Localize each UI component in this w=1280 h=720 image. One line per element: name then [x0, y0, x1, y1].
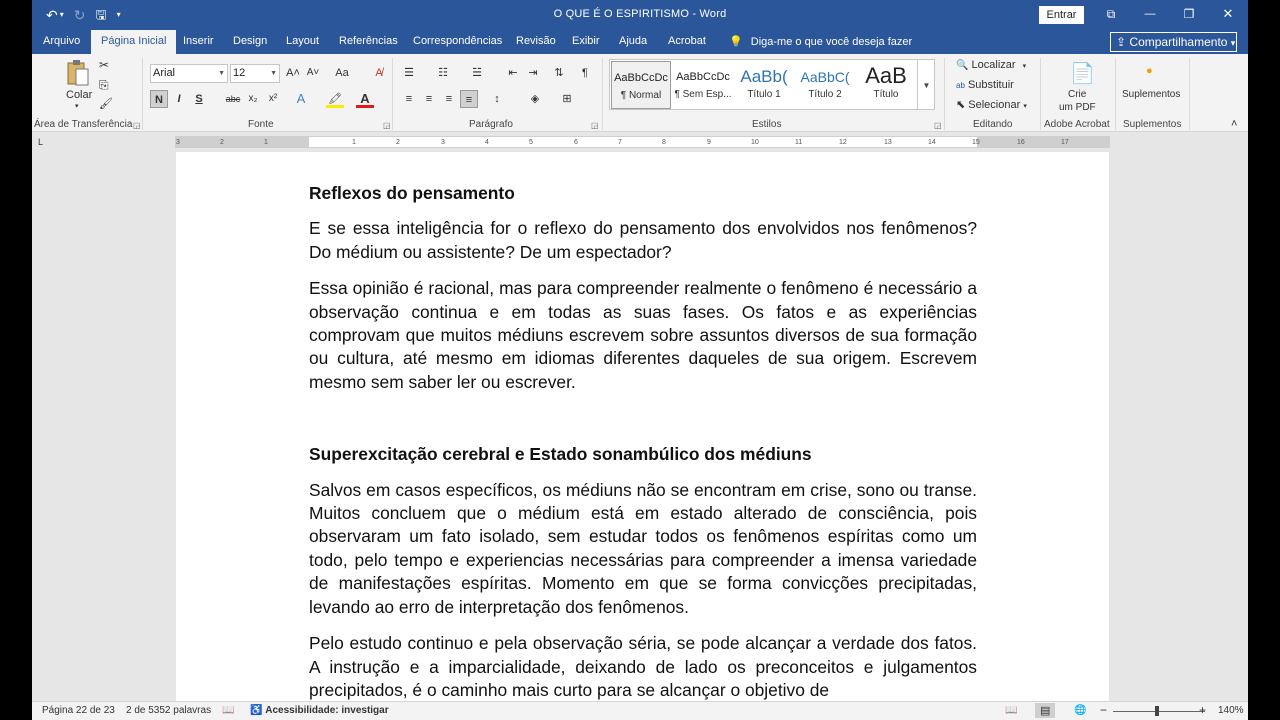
highlight-icon[interactable]: 🖍 [326, 90, 344, 108]
tab-layout[interactable]: Layout [286, 35, 320, 47]
paste-dropdown-icon[interactable]: ▾ [75, 103, 79, 110]
ruler-number: 4 [485, 139, 489, 146]
restore-button[interactable]: ❐ [1183, 7, 1195, 21]
font-size-combo[interactable]: 12 ▼ [230, 64, 280, 83]
styles-more-icon[interactable]: ▼ [917, 59, 935, 110]
style-name: Título [873, 89, 899, 100]
collapse-ribbon-icon[interactable]: ˄ [1231, 118, 1238, 130]
ruler-number: 13 [884, 139, 892, 146]
proofing-icon[interactable]: 📖 [222, 705, 235, 716]
group-separator [142, 58, 143, 130]
undo-icon[interactable]: ↶ [46, 7, 58, 23]
tab-selector[interactable]: L [38, 137, 44, 147]
paste-icon[interactable] [65, 59, 91, 87]
close-button[interactable]: ✕ [1222, 6, 1234, 21]
paragraph: Essa opinião é racional, mas para compreender realmente o fenômeno é necessário a observação continua e em todas as suas fases. Os fatos e as experiências comprovam que muitos médiuns escrevem sobre assuntos diversos de sua formação ou cultura, até mesmo em idiomas diferentes daqueles de sua origem. Escrevem mesmo sem saber ler ou escrever. [309, 278, 977, 392]
tab-revisao[interactable]: Revisão [516, 35, 556, 47]
ruler-number: 2 [220, 139, 224, 146]
copy-icon[interactable]: ⎘ [99, 78, 109, 92]
share-button[interactable] [1110, 32, 1237, 52]
cut-icon[interactable]: ✂ [99, 58, 110, 72]
zoom-out-button[interactable]: − [1100, 703, 1108, 717]
empty-paragraph [309, 407, 977, 443]
sort-icon[interactable]: ⇅ [554, 67, 564, 79]
style-normal[interactable] [611, 61, 671, 109]
font-name-combo[interactable]: Arial ▼ [150, 64, 228, 83]
chevron-down-icon: ▾ [1022, 63, 1027, 70]
subscript-button[interactable]: x₂ [248, 93, 258, 104]
ruler-number: 2 [396, 139, 400, 146]
group-separator [1040, 58, 1041, 130]
zoom-in-button[interactable]: + [1199, 703, 1207, 717]
ribbon [32, 54, 1248, 132]
document-page[interactable] [176, 152, 1109, 704]
select-label: Selecionar [968, 99, 1021, 111]
word-window [32, 0, 1248, 720]
ruler-number: 14 [928, 139, 936, 146]
accessibility-label: Acessibilidade: investigar [265, 705, 389, 716]
style-preview: AaBb( [740, 67, 788, 86]
style-heading-2[interactable] [795, 61, 855, 109]
tab-design[interactable]: Design [233, 35, 268, 47]
style-name: Título 1 [747, 89, 781, 100]
share-label: Compartilhamento [1129, 35, 1228, 49]
clear-formatting-icon[interactable]: A̸ [375, 67, 383, 79]
font-size-value: 12 [233, 67, 246, 79]
find-button[interactable] [956, 59, 1026, 71]
style-preview: AaBbCcDc [676, 71, 730, 83]
right-margin [977, 137, 1110, 147]
strikethrough-button[interactable]: abc [225, 94, 241, 104]
font-name-value: Arial [153, 67, 176, 79]
styles-group-label: Estilos [752, 119, 782, 130]
increase-indent-icon[interactable]: ⇥ [528, 67, 538, 79]
save-icon[interactable]: 🖫 [95, 7, 107, 22]
borders-icon[interactable]: ⊞ [562, 93, 572, 105]
ruler-number: 9 [707, 139, 711, 146]
paragraph-launcher-icon[interactable]: ◲ [591, 121, 599, 130]
tab-ajuda[interactable]: Ajuda [619, 35, 648, 47]
superscript-button[interactable]: x² [268, 93, 278, 104]
tab-inserir[interactable]: Inserir [183, 35, 214, 47]
print-layout-icon[interactable]: ▤ [1035, 703, 1055, 718]
ruler-number: 6 [574, 139, 578, 146]
heading-superexcitacao: Superexcitação cerebral e Estado sonambúlico dos médiuns [309, 444, 812, 465]
font-launcher-icon[interactable]: ◲ [383, 121, 391, 130]
paragraph-group-label: Parágrafo [469, 119, 513, 130]
chevron-down-icon: ▾ [1023, 103, 1027, 110]
styles-launcher-icon[interactable]: ◲ [934, 121, 942, 130]
style-name: ¶ Normal [620, 90, 662, 101]
tab-referencias[interactable]: Referências [339, 35, 398, 47]
lightbulb-icon: 💡 [729, 36, 743, 48]
editing-group-label: Editando [973, 119, 1013, 130]
clipboard-launcher-icon[interactable]: ◲ [133, 121, 141, 130]
replace-icon: ab [956, 81, 965, 90]
underline-button[interactable]: S [195, 93, 203, 105]
group-separator [602, 58, 603, 130]
share-dropdown-icon: ▾ [1230, 38, 1236, 48]
ruler-number: 7 [618, 139, 622, 146]
paragraph: Salvos em casos específicos, os médiuns não se encontram em crise, sono ou transe. Muitos concluem que o médium está em estado alterado de consciência, pois observaram um fato isolado, sem estudar todos os fenômenos espíritas como um todo, pelo tempo e experiencias necessárias para compreender a imensa variedade de manifestações espíritas. Momento em que se forma convicções precipitadas, levando ao erro de interpretação dos fenômenos. [309, 479, 977, 617]
group-separator [944, 58, 945, 130]
ruler-number: 12 [839, 139, 847, 146]
redo-icon[interactable]: ↻ [73, 7, 86, 23]
ruler-number: 1 [264, 139, 268, 146]
tab-acrobat[interactable]: Acrobat [668, 35, 706, 47]
word-count[interactable]: 2 de 5352 palavras [126, 705, 212, 716]
align-center-icon[interactable]: ≡ [425, 93, 433, 105]
create-pdf-label-1[interactable]: Crie [1068, 89, 1087, 100]
align-left-icon[interactable]: ≡ [405, 93, 413, 105]
heading-reflexos: Reflexos do pensamento [309, 183, 515, 203]
tell-me-text: Diga-me o que você deseja fazer [750, 36, 913, 48]
ruler-number: 16 [1017, 139, 1025, 146]
ruler-number: 15 [972, 139, 980, 146]
shrink-font-icon[interactable]: A˅ [306, 67, 320, 78]
clipboard-group-label: Área de Transferência [34, 119, 133, 130]
select-cursor-icon: ⬉ [956, 99, 966, 111]
format-painter-icon[interactable]: 🖌 [99, 98, 113, 110]
bullets-icon[interactable]: ☰ [404, 67, 414, 79]
style-preview: AaBbC( [800, 69, 850, 85]
paste-label[interactable]: Colar [66, 89, 93, 101]
line-spacing-icon[interactable]: ↕ [494, 93, 500, 105]
tab-correspondencias[interactable]: Correspondências [413, 35, 503, 47]
style-preview: AaBbCcDc [614, 72, 668, 84]
ribbon-display-options-icon[interactable]: ⧉ [1106, 7, 1116, 21]
ruler-number: 5 [529, 139, 533, 146]
style-name: ¶ Sem Esp... [674, 89, 732, 100]
style-heading-1[interactable] [734, 61, 794, 109]
zoom-slider[interactable] [1113, 711, 1205, 712]
group-separator [392, 58, 393, 130]
italic-button[interactable]: I [177, 93, 181, 105]
group-separator [1189, 58, 1190, 130]
title-bar [32, 0, 1248, 30]
ruler-number: 3 [441, 139, 445, 146]
find-label: Localizar [971, 59, 1016, 71]
web-layout-icon[interactable]: 🌐 [1074, 705, 1087, 716]
ruler-number: 3 [176, 139, 180, 146]
accessibility-status[interactable] [250, 705, 389, 716]
minimize-button[interactable]: — [1144, 8, 1156, 20]
page-count[interactable]: Página 22 de 23 [42, 705, 115, 716]
window-title: O QUE É O ESPIRITISMO - Word [553, 8, 727, 20]
pdf-icon[interactable]: 📄 [1070, 63, 1095, 85]
addins-group-label: Suplementos [1123, 119, 1182, 130]
ruler-number: 8 [662, 139, 666, 146]
undo-dropdown-icon[interactable]: ▾ [59, 10, 64, 19]
tell-me-search[interactable] [729, 35, 912, 48]
style-name: Título 2 [808, 89, 842, 100]
style-no-spacing[interactable] [673, 61, 733, 109]
zoom-level[interactable]: 140% [1218, 705, 1244, 716]
search-icon: 🔍 [956, 60, 969, 71]
ruler-area [32, 132, 1248, 152]
zoom-slider-thumb[interactable] [1155, 706, 1159, 716]
ruler-number: 11 [795, 139, 803, 146]
document-body[interactable] [309, 182, 977, 704]
font-color-icon[interactable]: A [356, 90, 374, 108]
addins-button-label[interactable]: Suplementos [1122, 89, 1181, 100]
decrease-indent-icon[interactable]: ⇤ [508, 67, 518, 79]
align-right-icon[interactable]: ≡ [445, 93, 453, 105]
acrobat-group-label: Adobe Acrobat [1044, 119, 1110, 130]
status-bar [32, 701, 1248, 720]
replace-label: Substituir [967, 79, 1014, 91]
tab-exibir[interactable]: Exibir [572, 35, 600, 47]
grow-font-icon[interactable]: A˄ [286, 67, 300, 79]
numbering-icon[interactable]: ☷ [438, 67, 448, 79]
multilevel-list-icon[interactable]: ☱ [472, 67, 482, 79]
style-preview: AaB [865, 63, 907, 88]
style-title[interactable] [856, 61, 916, 109]
sign-in-button[interactable]: Entrar [1039, 6, 1084, 24]
paragraph: Pelo estudo continuo e pela observação séria, se pode alcançar a verdade dos fatos. A instrução e a imparcialidade, deixando de lado os preconceitos e julgamentos precipitados, é o caminho mais curto para se alcançar o objetivo de [309, 633, 977, 700]
ruler-number: 10 [751, 139, 759, 146]
customize-qat-icon[interactable]: ▾ [116, 10, 121, 19]
share-icon: ⇪ [1116, 35, 1127, 49]
shading-icon[interactable]: ◈ [530, 93, 540, 105]
left-margin [176, 137, 309, 147]
bold-button[interactable]: N [150, 90, 168, 108]
change-case-icon[interactable]: Aa [335, 67, 349, 79]
read-mode-icon[interactable]: 📖 [1005, 705, 1018, 716]
replace-button[interactable] [956, 79, 1014, 91]
ruler-number: 1 [352, 139, 356, 146]
paragraph: E se essa inteligência for o reflexo do pensamento dos envolvidos nos fenômenos? Do médium ou assistente? De um espectador? [309, 218, 977, 262]
text-effects-icon[interactable]: A [296, 91, 306, 106]
accessibility-icon: ♿ [250, 705, 263, 716]
ribbon-tabs [32, 30, 1248, 54]
ruler-number: 17 [1061, 139, 1069, 146]
justify-icon[interactable]: ≡ [460, 90, 478, 108]
group-separator [1115, 58, 1116, 130]
tab-pagina-inicial[interactable]: Página Inicial [91, 30, 176, 55]
show-formatting-marks-icon[interactable]: ¶ [582, 67, 588, 79]
font-group-label: Fonte [248, 119, 274, 130]
select-button[interactable] [956, 98, 1027, 111]
horizontal-ruler[interactable] [175, 136, 1110, 148]
styles-gallery [609, 59, 935, 110]
create-pdf-label-2[interactable]: um PDF [1059, 102, 1096, 113]
addins-icon[interactable]: ● [1146, 65, 1153, 77]
tab-arquivo[interactable]: Arquivo [43, 35, 81, 47]
